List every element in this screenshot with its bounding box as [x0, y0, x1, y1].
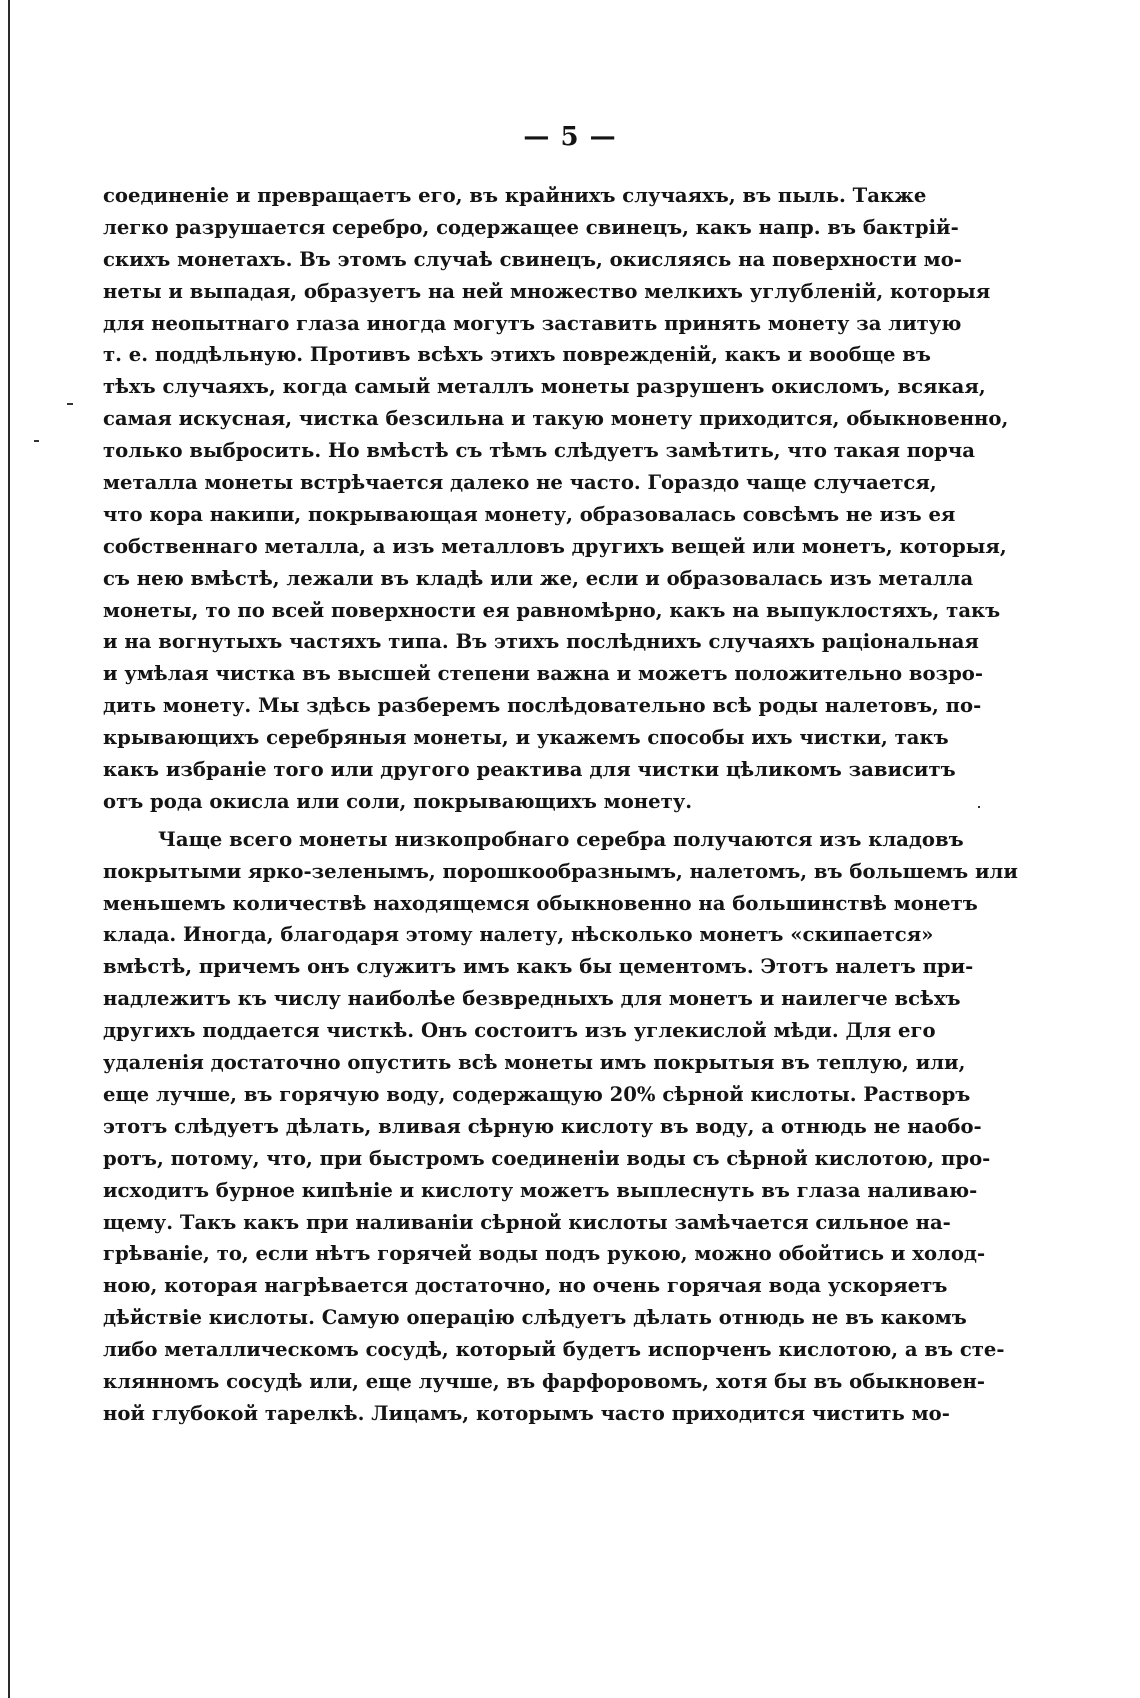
text-line: легко разрушается серебро, содержащее свинецъ, какъ напр. въ бактрій- — [103, 215, 959, 239]
text-line: дить монету. Мы здѣсь разберемъ послѣдовательно всѣ роды налетовъ, по- — [103, 694, 982, 718]
text-line: т. е. поддѣльную. Противъ всѣхъ этихъ поврежденій, какъ и вообще въ — [103, 343, 931, 367]
text-line: и на вогнутыхъ частяхъ типа. Въ этихъ послѣднихъ случаяхъ раціональная — [103, 630, 979, 654]
text-line: либо металлическомъ сосудѣ, который будетъ испорченъ кислотою, а въ сте- — [103, 1338, 1005, 1362]
page-number: — 5 — — [523, 122, 617, 152]
text-line: монеты, то по всей поверхности ея равномѣрно, какъ на выпуклостяхъ, такъ — [103, 598, 1001, 622]
body-text — [103, 180, 1018, 1430]
text-line: отъ рода окисла или соли, покрывающихъ монету. — [103, 789, 693, 813]
text-line: собственнаго металла, а изъ металловъ другихъ вещей или монетъ, которыя, — [103, 534, 1007, 558]
text-line: соединеніе и превращаетъ его, въ крайнихъ случаяхъ, въ пыль. Также — [103, 184, 927, 207]
text-line: грѣваніе, то, если нѣтъ горячей воды подъ рукою, можно обойтись и холод- — [103, 1242, 986, 1266]
text-line: ною, которая нагрѣвается достаточно, но очень горячая вода ускоряетъ — [103, 1274, 948, 1298]
text-line: еще лучше, въ горячую воду, содержащую 20% сѣрной кислоты. Растворъ — [103, 1082, 971, 1106]
text-line: для неопытнаго глаза иногда могутъ заставить принять монету за литую — [103, 311, 962, 335]
text-line: скихъ монетахъ. Въ этомъ случаѣ свинецъ, окисляясь на поверхности мо- — [103, 247, 962, 271]
text-line: щему. Такъ какъ при наливаніи сѣрной кислоты замѣчается сильное на- — [103, 1210, 951, 1234]
text-line: самая искусная, чистка безсильна и такую монету приходится, обыкновенно, — [103, 407, 1009, 431]
text-line: крывающихъ серебряныя монеты, и укажемъ способы ихъ чистки, такъ — [103, 726, 949, 750]
text-line: меньшемъ количествѣ находящемся обыкновенно на большинствѣ монетъ — [103, 891, 978, 915]
text-line: клянномъ сосудѣ или, еще лучше, въ фарфоровомъ, хотя бы въ обыкновен- — [103, 1369, 986, 1393]
text-line: и умѣлая чистка въ высшей степени важна и можетъ положительно возро- — [103, 662, 983, 686]
text-line: тѣхъ случаяхъ, когда самый металлъ монеты разрушенъ окисломъ, всякая, — [103, 375, 986, 399]
margin-speck — [34, 440, 39, 442]
text-line: ной глубокой тарелкѣ. Лицамъ, которымъ часто приходится чистить мо- — [103, 1401, 950, 1425]
text-line: другихъ поддается чисткѣ. Онъ состоитъ изъ углекислой мѣди. Для его — [103, 1019, 936, 1043]
text-line: этотъ слѣдуетъ дѣлать, вливая сѣрную кислоту въ воду, а отнюдь не наобо- — [103, 1114, 982, 1138]
text-line: Чаще всего монеты низкопробнаго серебра получаются изъ кладовъ — [158, 827, 964, 851]
margin-speck — [978, 806, 980, 808]
paragraph — [103, 824, 1018, 1430]
text-line: надлежитъ къ числу наиболѣе безвредныхъ для монетъ и наилегче всѣхъ — [103, 987, 961, 1011]
text-line: какъ избраніе того или другого реактива для чистки цѣликомъ зависитъ — [103, 758, 956, 782]
text-line: удаленія достаточно опустить всѣ монеты имъ покрытыя въ теплую, или, — [103, 1051, 966, 1075]
text-line: исходитъ бурное кипѣніе и кислоту можетъ выплеснуть въ глаза наливаю- — [103, 1178, 978, 1202]
text-line: вмѣстѣ, причемъ онъ служитъ имъ какъ бы цементомъ. Этотъ налетъ при- — [103, 955, 974, 979]
text-line: дѣйствіе кислоты. Самую операцію слѣдуетъ дѣлать отнюдь не въ какомъ — [103, 1306, 967, 1330]
paragraph — [103, 180, 1009, 818]
margin-speck — [67, 403, 73, 405]
text-line: металла монеты встрѣчается далеко не часто. Гораздо чаще случается, — [103, 471, 937, 495]
text-line: только выбросить. Но вмѣстѣ съ тѣмъ слѣдуетъ замѣтить, что такая порча — [103, 439, 975, 463]
text-line: ротъ, потому, что, при быстромъ соединеніи воды съ сѣрной кислотою, про- — [103, 1146, 991, 1170]
text-line: что кора накипи, покрывающая монету, образовалась совсѣмъ не изъ ея — [103, 502, 956, 526]
text-line: покрытыми ярко-зеленымъ, порошкообразнымъ, налетомъ, въ большемъ или — [103, 859, 1018, 883]
text-line: съ нею вмѣстѣ, лежали въ кладѣ или же, если и образовалась изъ металла — [103, 566, 974, 590]
text-line: клада. Иногда, благодаря этому налету, нѣсколько монетъ «скипается» — [103, 923, 934, 947]
text-line: неты и выпадая, образуетъ на ней множество мелкихъ углубленій, которыя — [103, 279, 991, 303]
page-edge-shadow — [8, 0, 10, 1698]
